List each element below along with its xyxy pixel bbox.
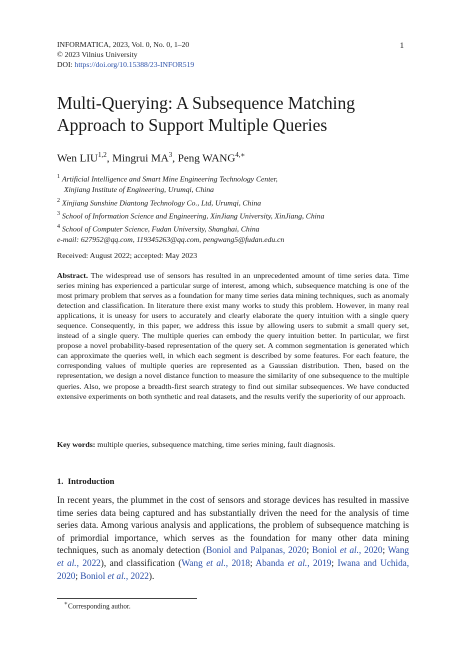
affiliation-3: $^3$ School of Information Science and Engineering, XinJiang University, XinJiang, China: [57, 210, 325, 221]
citation-link[interactable]: Boniol et al., 2022: [80, 570, 149, 581]
journal-info: INFORMATICA, 2023, Vol. 0, No. 0, 1–20: [57, 40, 190, 49]
intro-paragraph: In recent years, the plummet in the cost of sensors and storage devices has resulted in massive time series data being captured and has substantially driven the need for the analysis of time series data. Among various analysis and applications, the problem of subsequence matching is of primordial importance, which serves as the foundation for many other data mining techniques, such as anomaly detection (Boniol and Palpanas, 2020; Boniol et al., 2020; Wang et al., 2022), and classification (Wang et al., 2018; Abanda et al., 2019; Iwana and Uchida, 2020; Boniol et al., 2022).: [57, 495, 410, 581]
affiliation-2: $^2$ Xinjiang Sunshine Diantong Technology Co., Ltd, Urumqi, China: [57, 197, 262, 208]
doi-line: DOI: https://doi.org/10.15388/23-INFOR519: [57, 60, 195, 69]
copyright: © 2023 Vilnius University: [57, 50, 138, 59]
journal-header: [57, 40, 417, 70]
footnote-divider: [57, 598, 197, 599]
section-heading: 1. Introduction: [57, 476, 115, 486]
author-list: Wen LIU$^{1,2}$, Mingrui $MA^3$, Peng $WANG^{4,∗}$: [57, 151, 246, 165]
paper-title: Multi-Querying: A Subsequence Matching Approach to Support Multiple Queries: [57, 93, 355, 135]
doi-link[interactable]: https://doi.org/10.15388/23-INFOR519: [74, 60, 195, 69]
citation-link[interactable]: Wang et al., 2018: [181, 557, 250, 568]
abstract: [57, 271, 409, 402]
keywords: Key words: multiple queries, subsequence matching, time series mining, fault diagnosis.: [57, 440, 336, 449]
citation-link[interactable]: Abanda et al., 2019: [255, 557, 332, 568]
keywords-label: Key words:: [57, 440, 96, 449]
page-number: 1: [399, 40, 404, 50]
received-dates: Received: August 2022; accepted: May 2023: [57, 251, 198, 260]
affiliations: $^1$ Artificial Intelligence and Smart Mine Engineering Technology Center, Xinjiang Institute of Engineering, Urumqi, China $^2$ Xinjiang Sunshine Diantong Technology Co., Ltd, Urumqi, China $^3$ School of Information Science and Engineering, XinJiang University, XinJiang, China $^4$ School of Computer Science, Fudan University, Shanghai, China e-mail: 627952@qq.com, 119345263@qq.com, pengwang5@fudan.edu.cn: [57, 172, 437, 246]
citation-link[interactable]: Wang et al., 2022: [57, 545, 410, 568]
footnote: ∗Corresponding author.: [64, 601, 131, 611]
affiliation-4: $^4$ School of Computer Science, Fudan University, Shanghai, China: [57, 223, 260, 234]
citation-link[interactable]: Iwana and Uchida, 2020: [57, 557, 410, 581]
author-name: Peng WANG: [177, 152, 236, 165]
abstract-label: Abstract.: [57, 271, 88, 280]
author-name: Wen LIU: [57, 152, 98, 165]
abstract-text: The widespread use of sensors has resulted in an unprecedented amount of time series data. Time series mining has experienced a particular surge of interest, among which, subsequence matching is one of the most primary problem that serves as a foundation for many time series data mining techniques, such as anomaly detection and classification. In literature there exist many works to study this problem. However, in many real applications, it is uneasy for users to accurately and clearly elaborate the query intuition with a single query sequence. Consequently, in this paper, we address this issue by allowing users to submit a small query set, instead of a single query. The multiple queries can embody the query intuition better. In particular, we first propose a novel probability-based representation of the query set. A common segmentation is generated which can approximate the queries well, in which each segment is described by some features. For each feature, the corresponding values of multiple queries are represented as a Gaussian distribution. Then, based on the representation, we design a novel distance function to measure the similarity of one subsequence to the multiple queries. Also, we propose a breadth-first search strategy to find out similar subsequences. We have conducted extensive experiments on both synthetic and real datasets, and the results verify the superiority of our approach.: [57, 271, 410, 401]
citation-link[interactable]: Boniol and Palpanas, 2020: [206, 545, 307, 556]
email-line: e-mail: 627952@qq.com, 119345263@qq.com, pengwang5@fudan.edu.cn: [57, 235, 285, 245]
citation-link[interactable]: Boniol et al., 2020: [311, 545, 383, 556]
author-name: Mingrui MA: [112, 152, 169, 165]
affiliation-1: $^1$ Artificial Intelligence and Smart Mine Engineering Technology Center,: [57, 174, 278, 184]
